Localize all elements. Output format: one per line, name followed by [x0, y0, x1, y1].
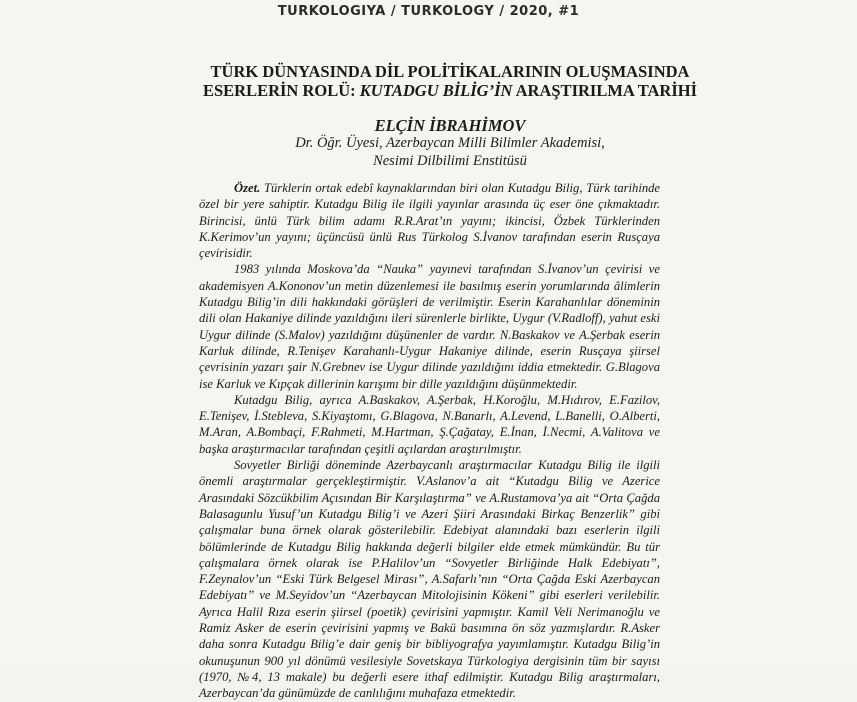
abstract-body — [199, 180, 660, 702]
title-work-name: KUTADGU BİLİG’İN — [359, 81, 513, 100]
abstract-paragraph-4: Sovyetler Birliği döneminde Azerbaycanlı araştırmacılar Kutadgu Bilig ile ilgili önemli araştırmalar gerçekleştirmiştir. V.Aslanov’a ait “Kutadgu Bilig ve Azerice Arasındaki Sözcükbilim Açısından Bir Karşılaştırma” ve A.Rustamova’ya ait “Orta Çağda Balasagunlu Yusuf’un Kutadgu Bilig’i ve Azeri Şiiri Arasındaki Birkaç Benzerlik” gibi çalışmalar buna örnek olarak gösterilebilir. Edebiyat alanındaki bazı eserlerin ilgili bölümlerinde de Kutadgu Bilig hakkında değerli bilgiler elde etmek mümkündür. Bu tür çalışmalara örnek olarak ise P.Halilov’un “Sovyetler Birliğinde Halk Edebiyatı”, F.Zeynalov’un “Eski Türk Belgesel Mirası”, A.Safarlı’nın “Orta Çağda Eski Azerbaycan Edebiyatı” ve M.Seyidov’un “Azerbaycan Mitolojisinin Kökeni” gibi eserleri verilebilir. Ayrıca Halil Rıza eserin şiirsel (poetik) çevirisini yapmıştır. Kamil Veli Nerimanoğlu ve Ramiz Asker de eserin çevirisini yapmış ve Bakü basımına ön söz yazmışlardır. R.Asker daha sonra Kutadgu Bilig’e dair geniş bir bibliyografya yayımlamıştır. Kutadgu Bilig’in okunuşunun 900 yıl dönümü vesilesiyle Sovetskaya Türkologiya dergisinin tüm bir sayısı (1970, №4, 13 makale) bu değerli esere ithaf edilmiştir. Kutadgu Bilig araştırmaları, Azerbaycan’da günümüzde de canlılığını muhafaza etmektedir. — [199, 458, 660, 701]
abstract-paragraph-2: 1983 yılında Moskova’da “Nauka” yayınevi tarafından S.İvanov’un çevirisi ve akademisyen A.Kononov’un metin düzenlemesi ile basılmış eserin yorumlarında âlimlerin Kutadgu Bilig’in dili hakkındaki görüşleri de verilmiştir. Eserin Karahanlılar döneminin dili olan Hakaniye dilinde yazıldığını ileri sürenlerle birlikte, Uygur (V.Radloff), yahut eski Uygur dilinde (S.Malov) yazıldığını düşünenler de vardır. N.Baskakov ve A.Şerbak eserin Karluk dilinde, R.Tenişev Karahanlı-Uygur Hakaniye dilinde, eserin Rusçaya şiirsel çevrisinin yazarı şair N.Grebnev ise Uygur dilinde yazıldığını iddia etmektedir. G.Blagova ise Karluk ve Kıpçak dillerinin karışımı bir dille yazıldığını düşünmektedir. — [199, 262, 660, 391]
abstract-paragraph-1 — [199, 180, 660, 261]
abstract-label: Özet. — [234, 181, 261, 195]
affiliation-line-1: Dr. Öğr. Üyesi, Azerbaycan Milli Bilimler Akademisi, — [295, 135, 605, 151]
title-line-2-end: ARAŞTIRILMA TARİHİ — [512, 81, 698, 100]
title-line-1: TÜRK DÜNYASINDA DİL POLİTİKALARININ OLUŞMASINDA — [210, 62, 690, 81]
author-name: ELÇİN İBRAHİMOV — [374, 116, 526, 135]
abstract-paragraph-1-text: Türklerin ortak edebî kaynaklarından biri olan Kutadgu Bilig, Türk tarihinde özel bir yere sahiptir. Kutadgu Bilig ile ilgili yayınlar arasında üç eser öne çıkmaktadır. Birincisi, ünlü Türk bilim adamı R.R.Arat’ın yayını; ikincisi, Özbek Türklerinden K.Kerimov’un yayını; üçüncüsü ünlü Rus Türkolog S.İvanov tarafından eserin Rusçaya çevirisidir. — [199, 181, 660, 261]
article-title — [130, 62, 770, 100]
title-line-2-start: ESERLERİN ROLÜ: — [202, 81, 360, 100]
running-head: TURKOLOGIYA / TURKOLOGY / 2020, #1 — [277, 4, 580, 19]
title-line-2 — [130, 81, 770, 100]
affiliation-line-2: Nesimi Dilbilimi Enstitüsü — [373, 153, 527, 169]
abstract-paragraph-3: Kutadgu Bilig, ayrıca A.Baskakov, A.Şerbak, H.Koroğlu, M.Hıdırov, E.Fazilov, E.Tenişev, İ.Stebleva, S.Kiyaştomı, G.Blagova, N.Banarlı, A.Levend, L.Banelli, O.Alberti, M.Aran, A.Bombaçi, F.Rahmeti, M.Hartman, Ş.Çağatay, E.İnan, İ.Necmi, A.Valitova ve başka araştırmacılar tarafından çeşitli açılardan araştırılmıştır. — [199, 392, 660, 456]
author-affiliation — [130, 134, 770, 170]
